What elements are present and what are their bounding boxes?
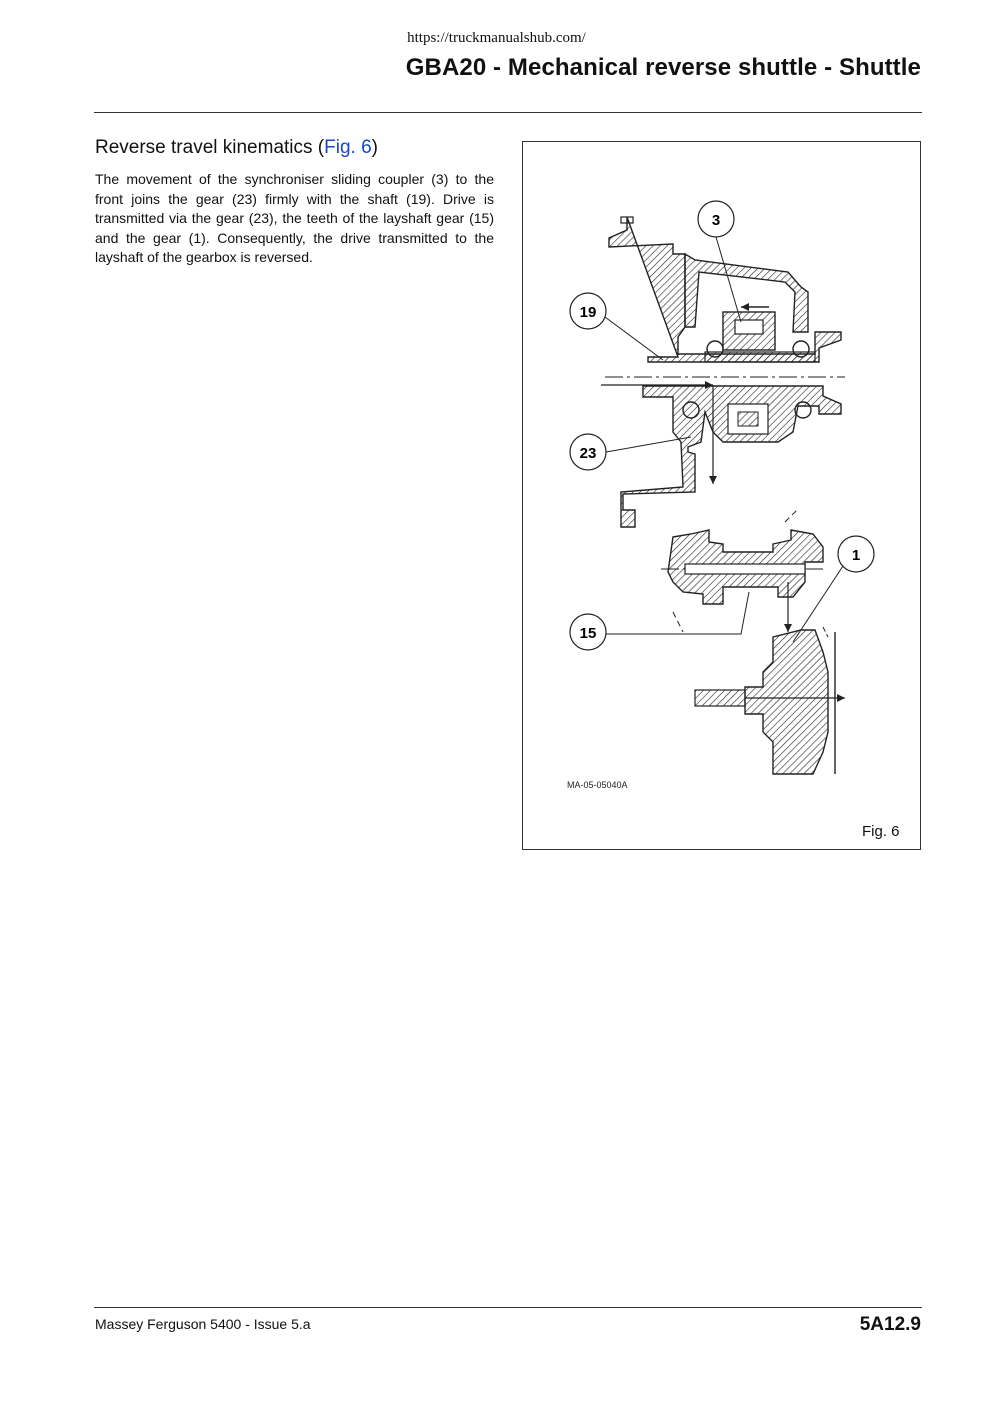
output-shaft-assembly (695, 627, 845, 774)
callout-label-3: 3 (711, 212, 721, 229)
page-number: 5A12.9 (859, 1314, 921, 1335)
layshaft-gear-cluster (668, 508, 823, 632)
source-url[interactable]: https://truckmanualshub.com/ (407, 30, 586, 46)
header-divider (94, 112, 922, 113)
section-body-text: The movement of the synchroniser sliding coupler (3) to the front joins the gear (23) firmly with the shaft (19). Drive is transmitted via the gear (23), the teeth of the layshaft gear (15) and the gear (1). Consequently, the drive transmitted to the layshaft of the gearbox is reversed. (95, 171, 494, 266)
figure-box (522, 141, 921, 850)
document-title: GBA20 - Mechanical reverse shuttle - Shuttle (405, 54, 921, 81)
figure-label: Fig. 6 (862, 823, 900, 840)
heading-text: Reverse travel kinematics ( (95, 137, 325, 158)
callout-label-23: 23 (579, 445, 597, 462)
callout-label-19: 19 (579, 304, 597, 321)
shuttle-cross-section-drawing (523, 142, 920, 849)
section-heading (95, 137, 378, 159)
heading-close: ) (371, 137, 378, 158)
lower-housing (601, 381, 841, 527)
drawing-code: MA-05-05040A (567, 780, 628, 790)
callout-label-1: 1 (851, 547, 861, 564)
callout-label-15: 15 (579, 625, 597, 642)
callout-19 (570, 293, 663, 360)
callout-23 (570, 434, 691, 470)
footer-divider (94, 1307, 922, 1308)
figure-link[interactable]: Fig. 6 (324, 137, 372, 158)
footer-publication: Massey Ferguson 5400 - Issue 5.a (95, 1316, 311, 1332)
